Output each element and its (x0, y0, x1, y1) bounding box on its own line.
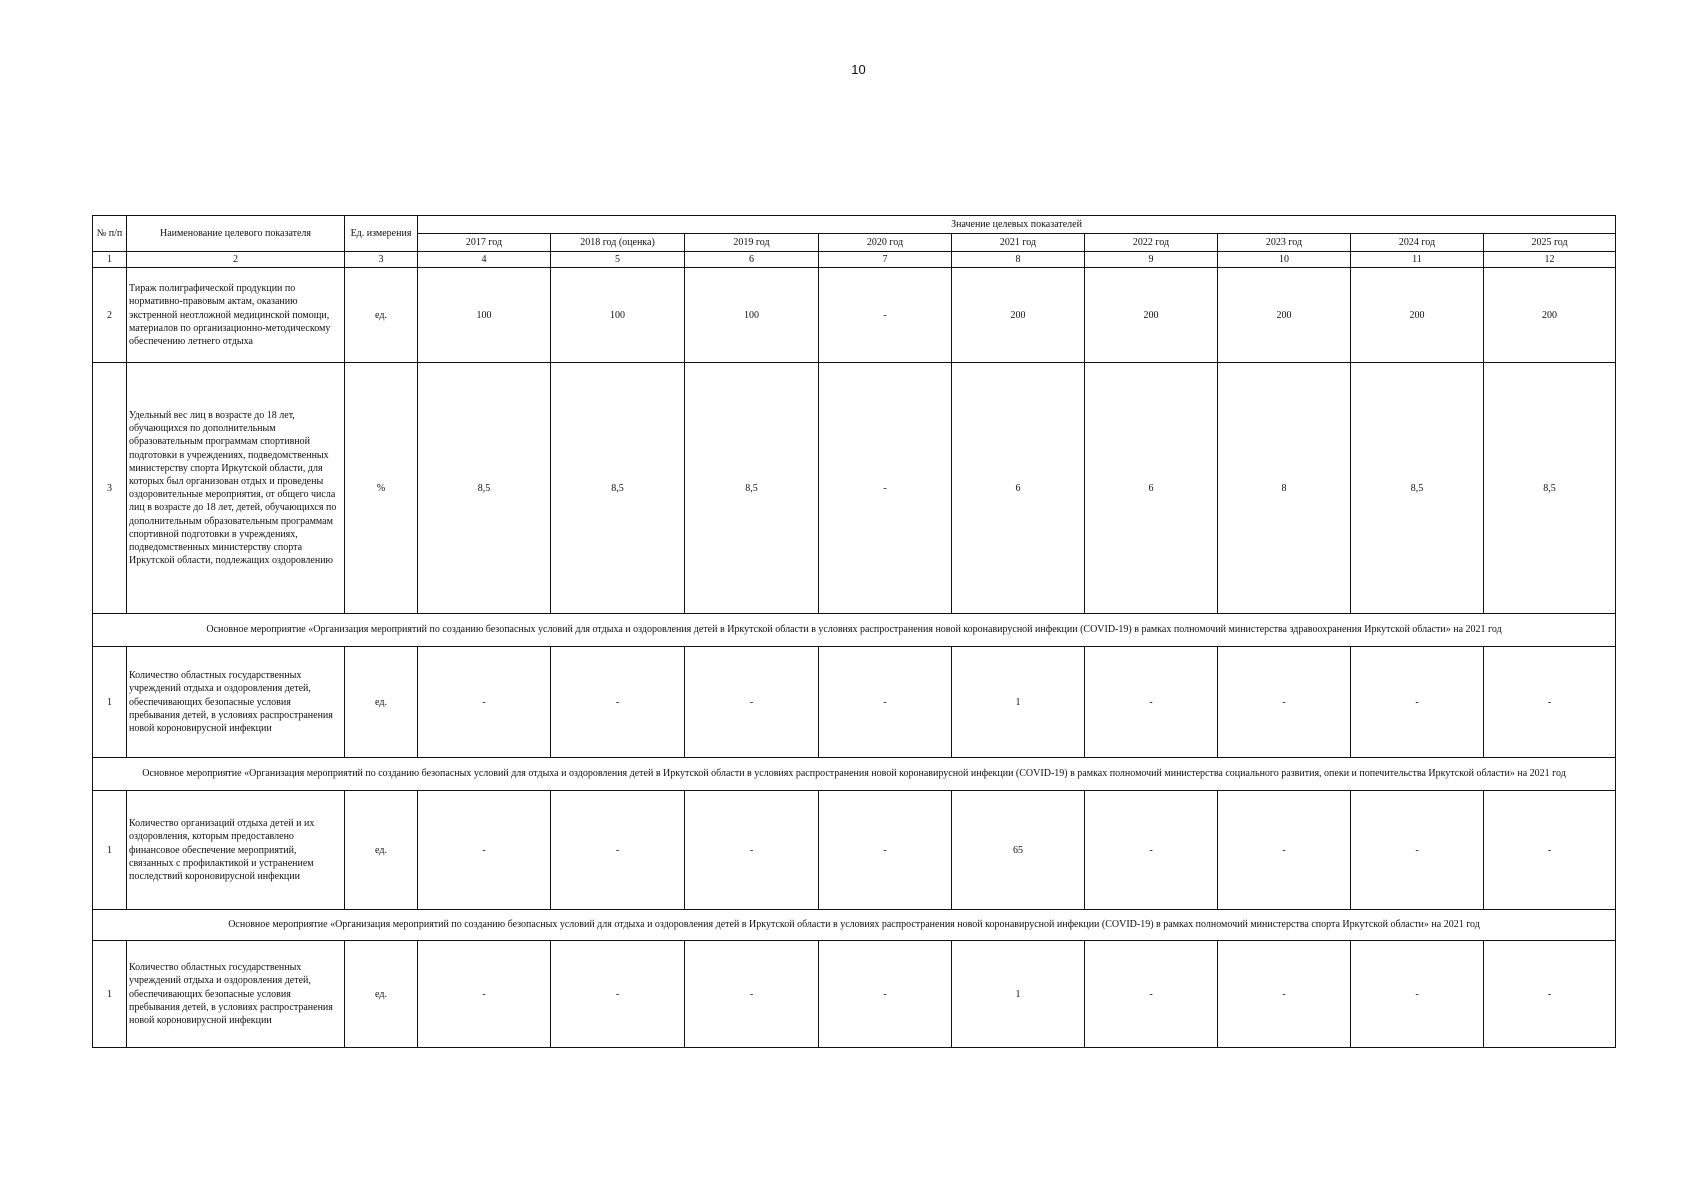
row-value: 1 (952, 941, 1085, 1048)
row-value: - (1351, 791, 1484, 910)
section-title-social: Основное мероприятие «Организация мероприятий по созданию безопасных условий для отдыха и оздоровления детей в Иркутской области в условиях распространения новой коронавирусной инфекции (COVID-19) в рамках полномочий министерства социального развития, опеки и попечительства Иркутской области» на 2021 год (93, 758, 1616, 791)
header-year: 2022 год (1085, 234, 1218, 252)
section-row (93, 758, 1616, 791)
row-value: - (418, 647, 551, 758)
column-number: 2 (127, 252, 345, 268)
row-value: - (1484, 791, 1616, 910)
row-value: - (685, 941, 819, 1048)
row-value: - (1218, 791, 1351, 910)
row-value: - (1484, 647, 1616, 758)
row-value: - (1085, 941, 1218, 1048)
row-name: Количество организаций отдыха детей и их оздоровления, которым предоставлено финансовое обеспечение мероприятий, связанных с профилактикой и устранением последствий короновирусной инфекции (127, 791, 345, 910)
table-row (93, 647, 1616, 758)
row-value: - (685, 791, 819, 910)
header-year: 2020 год (819, 234, 952, 252)
row-unit: ед. (345, 941, 418, 1048)
section-row (93, 614, 1616, 647)
row-value: 8,5 (1484, 363, 1616, 614)
page-number: 10 (851, 62, 866, 77)
header-year: 2019 год (685, 234, 819, 252)
row-unit: ед. (345, 268, 418, 363)
row-no: 1 (93, 791, 127, 910)
row-value: - (819, 791, 952, 910)
section-title-sport: Основное мероприятие «Организация мероприятий по созданию безопасных условий для отдыха и оздоровления детей в Иркутской области в условиях распространения новой коронавирусной инфекции (COVID-19) в рамках полномочий министерства спорта Иркутской области» на 2021 год (93, 910, 1616, 941)
row-value: 200 (1085, 268, 1218, 363)
header-year: 2017 год (418, 234, 551, 252)
row-value: - (1351, 647, 1484, 758)
row-value: - (819, 363, 952, 614)
row-value: - (551, 791, 685, 910)
header-values-group: Значение целевых показателей (418, 216, 1616, 234)
row-value: 6 (952, 363, 1085, 614)
row-value: - (551, 941, 685, 1048)
row-value: - (685, 647, 819, 758)
column-number: 9 (1085, 252, 1218, 268)
header-year: 2024 год (1351, 234, 1484, 252)
row-value: 200 (1351, 268, 1484, 363)
header-year: 2018 год (оценка) (551, 234, 685, 252)
column-number: 4 (418, 252, 551, 268)
column-number: 6 (685, 252, 819, 268)
row-value: 8 (1218, 363, 1351, 614)
row-value: - (418, 791, 551, 910)
row-name: Тираж полиграфической продукции по нормативно-правовым актам, оказанию экстренной неотложной медицинской помощи, материалов по организационно-методическому обеспечению летнего отдыха (127, 268, 345, 363)
table-row (93, 363, 1616, 614)
table-row (93, 268, 1616, 363)
row-value: - (1484, 941, 1616, 1048)
row-value: - (1085, 791, 1218, 910)
column-numbers-row (93, 252, 1616, 268)
column-number: 3 (345, 252, 418, 268)
column-number: 5 (551, 252, 685, 268)
row-value: 100 (685, 268, 819, 363)
header-unit: Ед. измерения (345, 216, 418, 252)
header-year: 2023 год (1218, 234, 1351, 252)
section-title-health: Основное мероприятие «Организация мероприятий по созданию безопасных условий для отдыха и оздоровления детей в Иркутской области в условиях распространения новой коронавирусной инфекции (COVID-19) в рамках полномочий министерства здравоохранения Иркутской области» на 2021 год (93, 614, 1616, 647)
row-value: 200 (1484, 268, 1616, 363)
column-number: 1 (93, 252, 127, 268)
row-value: 65 (952, 791, 1085, 910)
row-no: 1 (93, 941, 127, 1048)
row-value: - (819, 941, 952, 1048)
row-value: 8,5 (685, 363, 819, 614)
table-row (93, 791, 1616, 910)
row-no: 1 (93, 647, 127, 758)
row-value: - (418, 941, 551, 1048)
row-no: 3 (93, 363, 127, 614)
table-row (93, 941, 1616, 1048)
row-no: 2 (93, 268, 127, 363)
row-unit: ед. (345, 791, 418, 910)
header-name: Наименование целевого показателя (127, 216, 345, 252)
row-name: Количество областных государственных учреждений отдыха и оздоровления детей, обеспечивающих безопасные условия пребывания детей, в условиях распространения новой короновирусной инфекции (127, 941, 345, 1048)
row-value: 100 (551, 268, 685, 363)
row-value: 6 (1085, 363, 1218, 614)
section-row (93, 910, 1616, 941)
row-unit: % (345, 363, 418, 614)
column-number: 8 (952, 252, 1085, 268)
header-year: 2021 год (952, 234, 1085, 252)
target-indicators-table (92, 215, 1616, 1048)
row-value: 8,5 (418, 363, 551, 614)
column-number: 12 (1484, 252, 1616, 268)
row-name: Количество областных государственных учреждений отдыха и оздоровления детей, обеспечивающих безопасные условия пребывания детей, в условиях распространения новой короновирусной инфекции (127, 647, 345, 758)
row-value: 200 (1218, 268, 1351, 363)
header-no: № п/п (93, 216, 127, 252)
row-value: - (1351, 941, 1484, 1048)
column-number: 7 (819, 252, 952, 268)
row-value: - (819, 268, 952, 363)
row-value: - (551, 647, 685, 758)
row-unit: ед. (345, 647, 418, 758)
row-value: - (1218, 941, 1351, 1048)
header-row (93, 216, 1616, 234)
column-number: 10 (1218, 252, 1351, 268)
header-year: 2025 год (1484, 234, 1616, 252)
row-value: - (1218, 647, 1351, 758)
row-value: - (819, 647, 952, 758)
row-value: 1 (952, 647, 1085, 758)
row-value: 8,5 (1351, 363, 1484, 614)
column-number: 11 (1351, 252, 1484, 268)
row-value: 200 (952, 268, 1085, 363)
row-name: Удельный вес лиц в возрасте до 18 лет, обучающихся по дополнительным образовательным программам спортивной подготовки в учреждениях, подведомственных министерству спорта Иркутской области, для которых был организован отдых и проведены оздоровительные мероприятия, от общего числа лиц в возрасте до 18 лет, детей, обучающихся по дополнительным образовательным программам спортивной подготовки в учреждениях, подведомственных министерству спорта Иркутской области, подлежащих оздоровлению (127, 363, 345, 614)
row-value: 100 (418, 268, 551, 363)
row-value: - (1085, 647, 1218, 758)
row-value: 8,5 (551, 363, 685, 614)
